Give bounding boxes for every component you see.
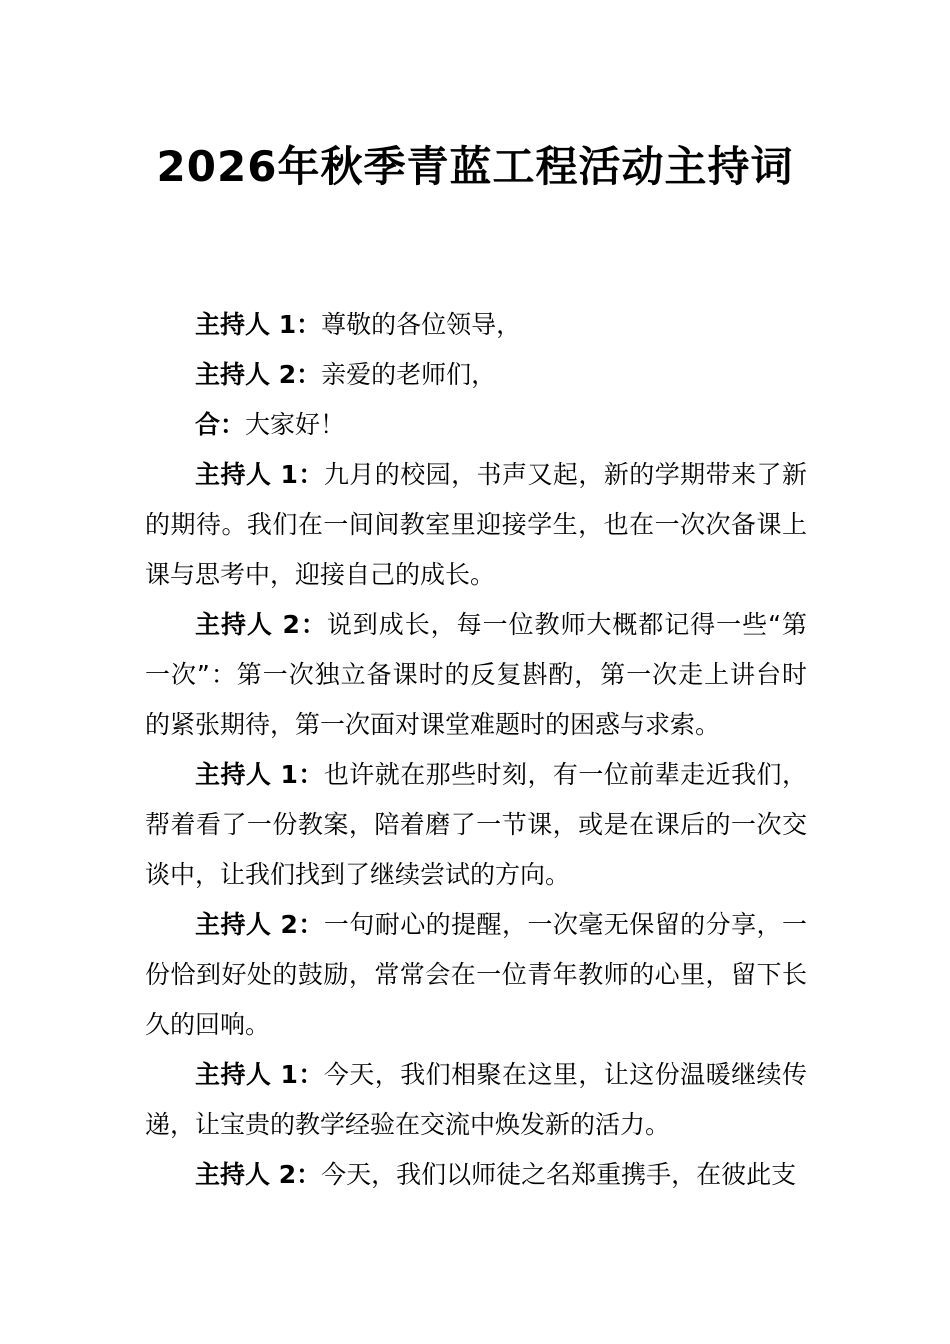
paragraph-3 <box>145 400 807 450</box>
paragraph-5 <box>145 600 807 750</box>
paragraph-text: 说到成长，每一位教师大概都记得一些“第一次”：第一次独立备课时的反复斟酌，第一次走上讲台时的紧张期待，第一次面对课堂难题时的困惑与求索。 <box>145 610 807 739</box>
document-title: 2026年秋季青蓝工程活动主持词 <box>156 142 794 191</box>
paragraph-text: 也许就在那些时刻，有一位前辈走近我们，帮着看了一份教案，陪着磨了一节课，或是在课后的一次交谈中，让我们找到了继续尝试的方向。 <box>145 760 807 889</box>
speaker-label: 主持人 1： <box>195 1060 324 1089</box>
paragraph-9 <box>145 1150 807 1200</box>
paragraph-text: 大家好！ <box>245 410 346 439</box>
speaker-label: 主持人 1： <box>195 310 322 339</box>
paragraph-text: 尊敬的各位领导， <box>321 310 522 339</box>
paragraph-text: 九月的校园，书声又起，新的学期带来了新的期待。我们在一间间教室里迎接学生，也在一次次备课上课与思考中，迎接自己的成长。 <box>145 460 807 589</box>
document-body <box>145 300 807 1200</box>
speaker-label: 主持人 1： <box>195 760 324 789</box>
speaker-label: 主持人 2： <box>195 610 327 639</box>
paragraph-8 <box>145 1050 807 1150</box>
paragraph-text: 今天，我们以师徒之名郑重携手，在彼此支 <box>321 1160 797 1189</box>
paragraph-2 <box>145 350 807 400</box>
paragraph-4 <box>145 450 807 600</box>
speaker-label: 合： <box>195 410 246 439</box>
paragraph-7 <box>145 900 807 1050</box>
paragraph-text: 今天，我们相聚在这里，让这份温暖继续传递，让宝贵的教学经验在交流中焕发新的活力。 <box>145 1060 807 1139</box>
paragraph-1 <box>145 300 807 350</box>
speaker-label: 主持人 2： <box>195 360 322 389</box>
paragraph-text: 一句耐心的提醒，一次毫无保留的分享，一份恰到好处的鼓励，常常会在一位青年教师的心里，留下长久的回响。 <box>145 910 807 1039</box>
paragraph-text: 亲爱的老师们， <box>321 360 497 389</box>
speaker-label: 主持人 1： <box>195 460 324 489</box>
speaker-label: 主持人 2： <box>195 1160 322 1189</box>
paragraph-6 <box>145 750 807 900</box>
speaker-label: 主持人 2： <box>195 910 324 939</box>
